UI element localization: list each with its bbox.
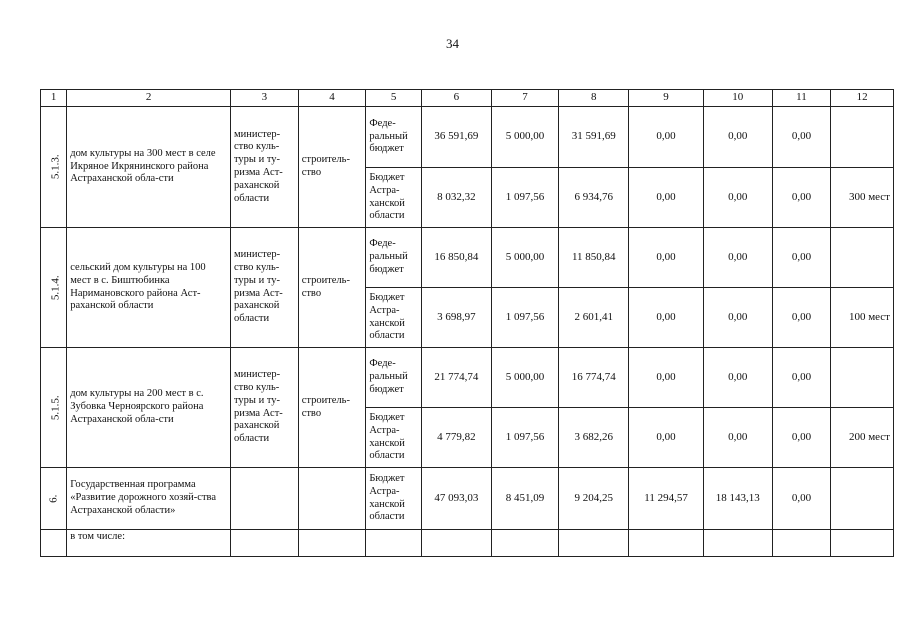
value-cell: 5 000,00 (491, 228, 559, 288)
value-cell: 16 850,84 (421, 228, 491, 288)
empty-cell (831, 530, 894, 557)
funding-source: Феде-ральный бюджет (366, 107, 422, 168)
column-header: 1 (41, 90, 67, 107)
value-cell: 4 779,82 (421, 408, 491, 468)
empty-cell (559, 530, 629, 557)
empty-cell (41, 530, 67, 557)
value-cell: 0,00 (772, 168, 831, 228)
funding-source: Феде-ральный бюджет (366, 348, 422, 408)
column-header: 12 (831, 90, 894, 107)
value-cell: 31 591,69 (559, 107, 629, 168)
value-cell: 6 934,76 (559, 168, 629, 228)
value-cell: 5 000,00 (491, 348, 559, 408)
value-cell: 2 601,41 (559, 288, 629, 348)
budget-table (40, 89, 894, 557)
value-cell: 0,00 (772, 468, 831, 530)
header-row (41, 90, 894, 107)
including-label: в том числе: (67, 530, 231, 557)
column-header: 10 (703, 90, 772, 107)
funding-source: Бюджет Астра-ханской области (366, 288, 422, 348)
funding-source: Феде-ральный бюджет (366, 228, 422, 288)
value-cell: 0,00 (703, 168, 772, 228)
capacity-cell (831, 348, 894, 408)
empty-cell (230, 530, 298, 557)
item-executor: министер-ство куль-туры и ту-ризма Аст-раханской области (230, 348, 298, 468)
value-cell: 11 850,84 (559, 228, 629, 288)
empty-cell (298, 530, 366, 557)
value-cell: 0,00 (629, 228, 704, 288)
value-cell: 0,00 (703, 408, 772, 468)
empty-cell (421, 530, 491, 557)
column-header: 11 (772, 90, 831, 107)
value-cell: 21 774,74 (421, 348, 491, 408)
value-cell: 8 032,32 (421, 168, 491, 228)
table-row (41, 468, 894, 530)
item-name: дом культуры на 200 мест в с. Зубовка Черноярского района Астраханской обла-сти (67, 348, 231, 468)
column-header: 5 (366, 90, 422, 107)
column-header: 2 (67, 90, 231, 107)
column-header: 3 (230, 90, 298, 107)
funding-source: Бюджет Астра-ханской области (366, 168, 422, 228)
column-header: 7 (491, 90, 559, 107)
column-header: 4 (298, 90, 366, 107)
value-cell: 1 097,56 (491, 168, 559, 228)
empty-cell (629, 530, 704, 557)
value-cell: 0,00 (703, 228, 772, 288)
empty-cell (230, 468, 298, 530)
value-cell: 0,00 (772, 107, 831, 168)
value-cell: 18 143,13 (703, 468, 772, 530)
empty-cell (366, 530, 422, 557)
item-executor: министер-ство куль-туры и ту-ризма Аст-раханской области (230, 228, 298, 348)
capacity-cell (831, 107, 894, 168)
empty-cell (703, 530, 772, 557)
funding-source: Бюджет Астра-ханской области (366, 468, 422, 530)
column-header: 6 (421, 90, 491, 107)
empty-cell (772, 530, 831, 557)
value-cell: 5 000,00 (491, 107, 559, 168)
value-cell: 0,00 (772, 288, 831, 348)
value-cell: 11 294,57 (629, 468, 704, 530)
column-header: 8 (559, 90, 629, 107)
value-cell: 0,00 (703, 288, 772, 348)
item-number: 5.1.3. (41, 107, 67, 228)
table-row (41, 228, 894, 288)
value-cell: 0,00 (772, 408, 831, 468)
value-cell: 1 097,56 (491, 408, 559, 468)
capacity-cell: 200 мест (831, 408, 894, 468)
value-cell: 0,00 (629, 168, 704, 228)
capacity-cell: 300 мест (831, 168, 894, 228)
value-cell: 0,00 (629, 107, 704, 168)
value-cell: 0,00 (703, 107, 772, 168)
table-row (41, 530, 894, 557)
item-kind: строитель-ство (298, 228, 366, 348)
program-name: Государственная программа «Развитие дорожного хозяй-ства Астраханской области» (67, 468, 231, 530)
value-cell: 1 097,56 (491, 288, 559, 348)
item-name: дом культуры на 300 мест в селе Икряное Икрянинского района Астраханской обла-сти (67, 107, 231, 228)
value-cell: 0,00 (772, 228, 831, 288)
item-kind: строитель-ство (298, 348, 366, 468)
item-number: 5.1.5. (41, 348, 67, 468)
value-cell: 3 682,26 (559, 408, 629, 468)
capacity-cell (831, 228, 894, 288)
value-cell: 16 774,74 (559, 348, 629, 408)
item-number: 6. (41, 468, 67, 530)
capacity-cell: 100 мест (831, 288, 894, 348)
value-cell: 0,00 (629, 348, 704, 408)
value-cell: 47 093,03 (421, 468, 491, 530)
empty-cell (491, 530, 559, 557)
empty-cell (298, 468, 366, 530)
table-row (41, 107, 894, 168)
capacity-cell (831, 468, 894, 530)
value-cell: 8 451,09 (491, 468, 559, 530)
value-cell: 0,00 (772, 348, 831, 408)
value-cell: 3 698,97 (421, 288, 491, 348)
value-cell: 9 204,25 (559, 468, 629, 530)
item-number: 5.1.4. (41, 228, 67, 348)
table-row (41, 348, 894, 408)
item-kind: строитель-ство (298, 107, 366, 228)
item-executor: министер-ство куль-туры и ту-ризма Аст-раханской области (230, 107, 298, 228)
value-cell: 0,00 (629, 408, 704, 468)
value-cell: 0,00 (703, 348, 772, 408)
funding-source: Бюджет Астра-ханской области (366, 408, 422, 468)
column-header: 9 (629, 90, 704, 107)
value-cell: 36 591,69 (421, 107, 491, 168)
item-name: сельский дом культуры на 100 мест в с. Биштюбинка Наримановского района Аст-раханской области (67, 228, 231, 348)
value-cell: 0,00 (629, 288, 704, 348)
page-number: 34 (446, 36, 459, 51)
